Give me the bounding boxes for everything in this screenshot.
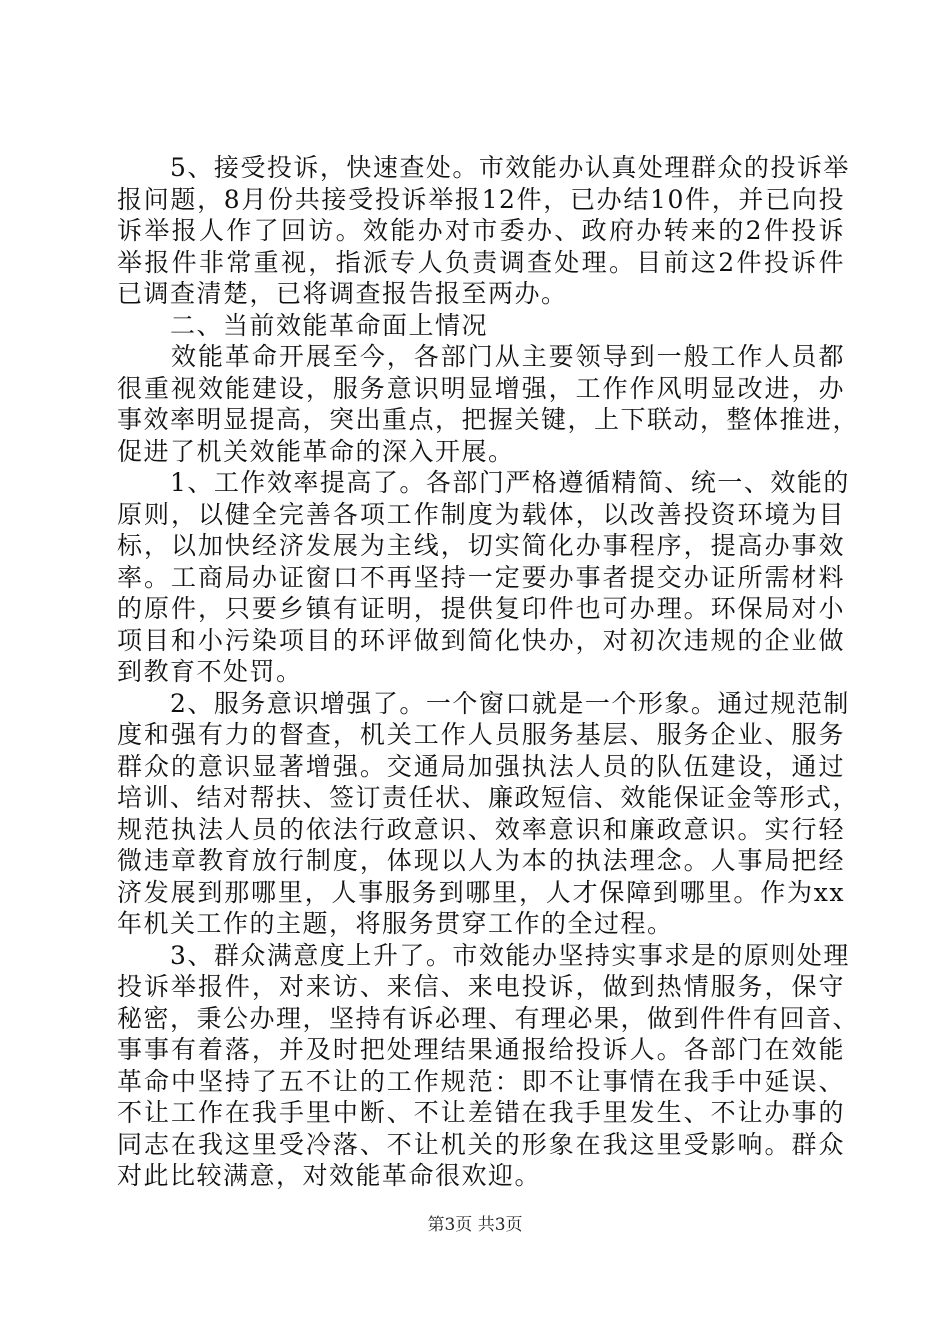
text-line: 度和强有力的督查，机关工作人员服务基层、服务企业、服务 bbox=[117, 720, 845, 749]
text-line: 二、当前效能革命面上情况 bbox=[117, 310, 489, 340]
text-line: 投诉举报件，对来访、来信、来电投诉，做到热情服务，保守 bbox=[117, 972, 845, 1001]
text-line: 1、工作效率提高了。各部门严格遵循精简、统一、效能的 bbox=[117, 468, 850, 497]
text-line: 同志在我这里受冷落、不让机关的形象在我这里受影响。群众 bbox=[117, 1129, 845, 1159]
text-line: 率。工商局办证窗口不再坚持一定要办事者提交办证所需材料 bbox=[117, 562, 845, 592]
text-line: 秘密，秉公办理，坚持有诉必理、有理必果，做到件件有回音、 bbox=[117, 1003, 860, 1033]
text-line: 项目和小污染项目的环评做到简化快办，对初次违规的企业做 bbox=[117, 625, 845, 655]
text-line: 举报件非常重视，指派专人负责调查处理。目前这2件投诉件 bbox=[117, 247, 845, 277]
text-line: 不让工作在我手里中断、不让差错在我手里发生、不让办事的 bbox=[117, 1098, 845, 1127]
text-line: 培训、结对帮扶、签订责任状、廉政短信、效能保证金等形式， bbox=[117, 783, 860, 812]
text-line: 促进了机关效能革命的深入开展。 bbox=[117, 436, 515, 466]
text-line: 原则，以健全完善各项工作制度为载体，以改善投资环境为目 bbox=[117, 499, 845, 529]
text-line: 2、服务意识增强了。一个窗口就是一个形象。通过规范制 bbox=[117, 688, 850, 718]
text-line: 的原件，只要乡镇有证明，提供复印件也可办理。环保局对小 bbox=[117, 594, 845, 623]
text-line: 微违章教育放行制度，体现以人为本的执法理念。人事局把经 bbox=[117, 846, 845, 875]
text-line: 标，以加快经济发展为主线，切实简化办事程序，提高办事效 bbox=[117, 531, 845, 560]
text-line: 事效率明显提高，突出重点，把握关键，上下联动，整体推进， bbox=[117, 405, 860, 434]
text-line: 群众的意识显著增强。交通局加强执法人员的队伍建设，通过 bbox=[117, 751, 845, 781]
text-line: 对此比较满意，对效能革命很欢迎。 bbox=[117, 1161, 542, 1190]
text-line: 诉举报人作了回访。效能办对市委办、政府办转来的2件投诉 bbox=[117, 216, 845, 245]
text-line: 济发展到那哪里，人事服务到哪里，人才保障到哪里。作为xx bbox=[117, 877, 845, 907]
text-line: 报问题，8月份共接受投诉举报12件，已办结10件，并已向投 bbox=[117, 184, 845, 214]
text-line: 5、接受投诉，快速查处。市效能办认真处理群众的投诉举 bbox=[117, 153, 850, 182]
page-footer: 第3页 共3页 bbox=[427, 1215, 523, 1235]
text-line: 到教育不处罚。 bbox=[117, 657, 303, 686]
text-line: 革命中坚持了五不让的工作规范：即不让事情在我手中延误、 bbox=[117, 1066, 845, 1096]
text-line: 事事有着落，并及时把处理结果通报给投诉人。各部门在效能 bbox=[117, 1035, 845, 1064]
text-line: 规范执法人员的依法行政意识、效率意识和廉政意识。实行轻 bbox=[117, 814, 845, 844]
text-line: 3、群众满意度上升了。市效能办坚持实事求是的原则处理 bbox=[117, 940, 850, 970]
document-body bbox=[117, 152, 860, 1192]
text-line: 效能革命开展至今，各部门从主要领导到一般工作人员都 bbox=[117, 342, 845, 371]
text-line: 已调查清楚，已将调查报告报至两办。 bbox=[117, 279, 568, 308]
text-line: 年机关工作的主题，将服务贯穿工作的全过程。 bbox=[117, 909, 674, 938]
text-line: 很重视效能建设，服务意识明显增强，工作作风明显改进，办 bbox=[117, 373, 845, 403]
